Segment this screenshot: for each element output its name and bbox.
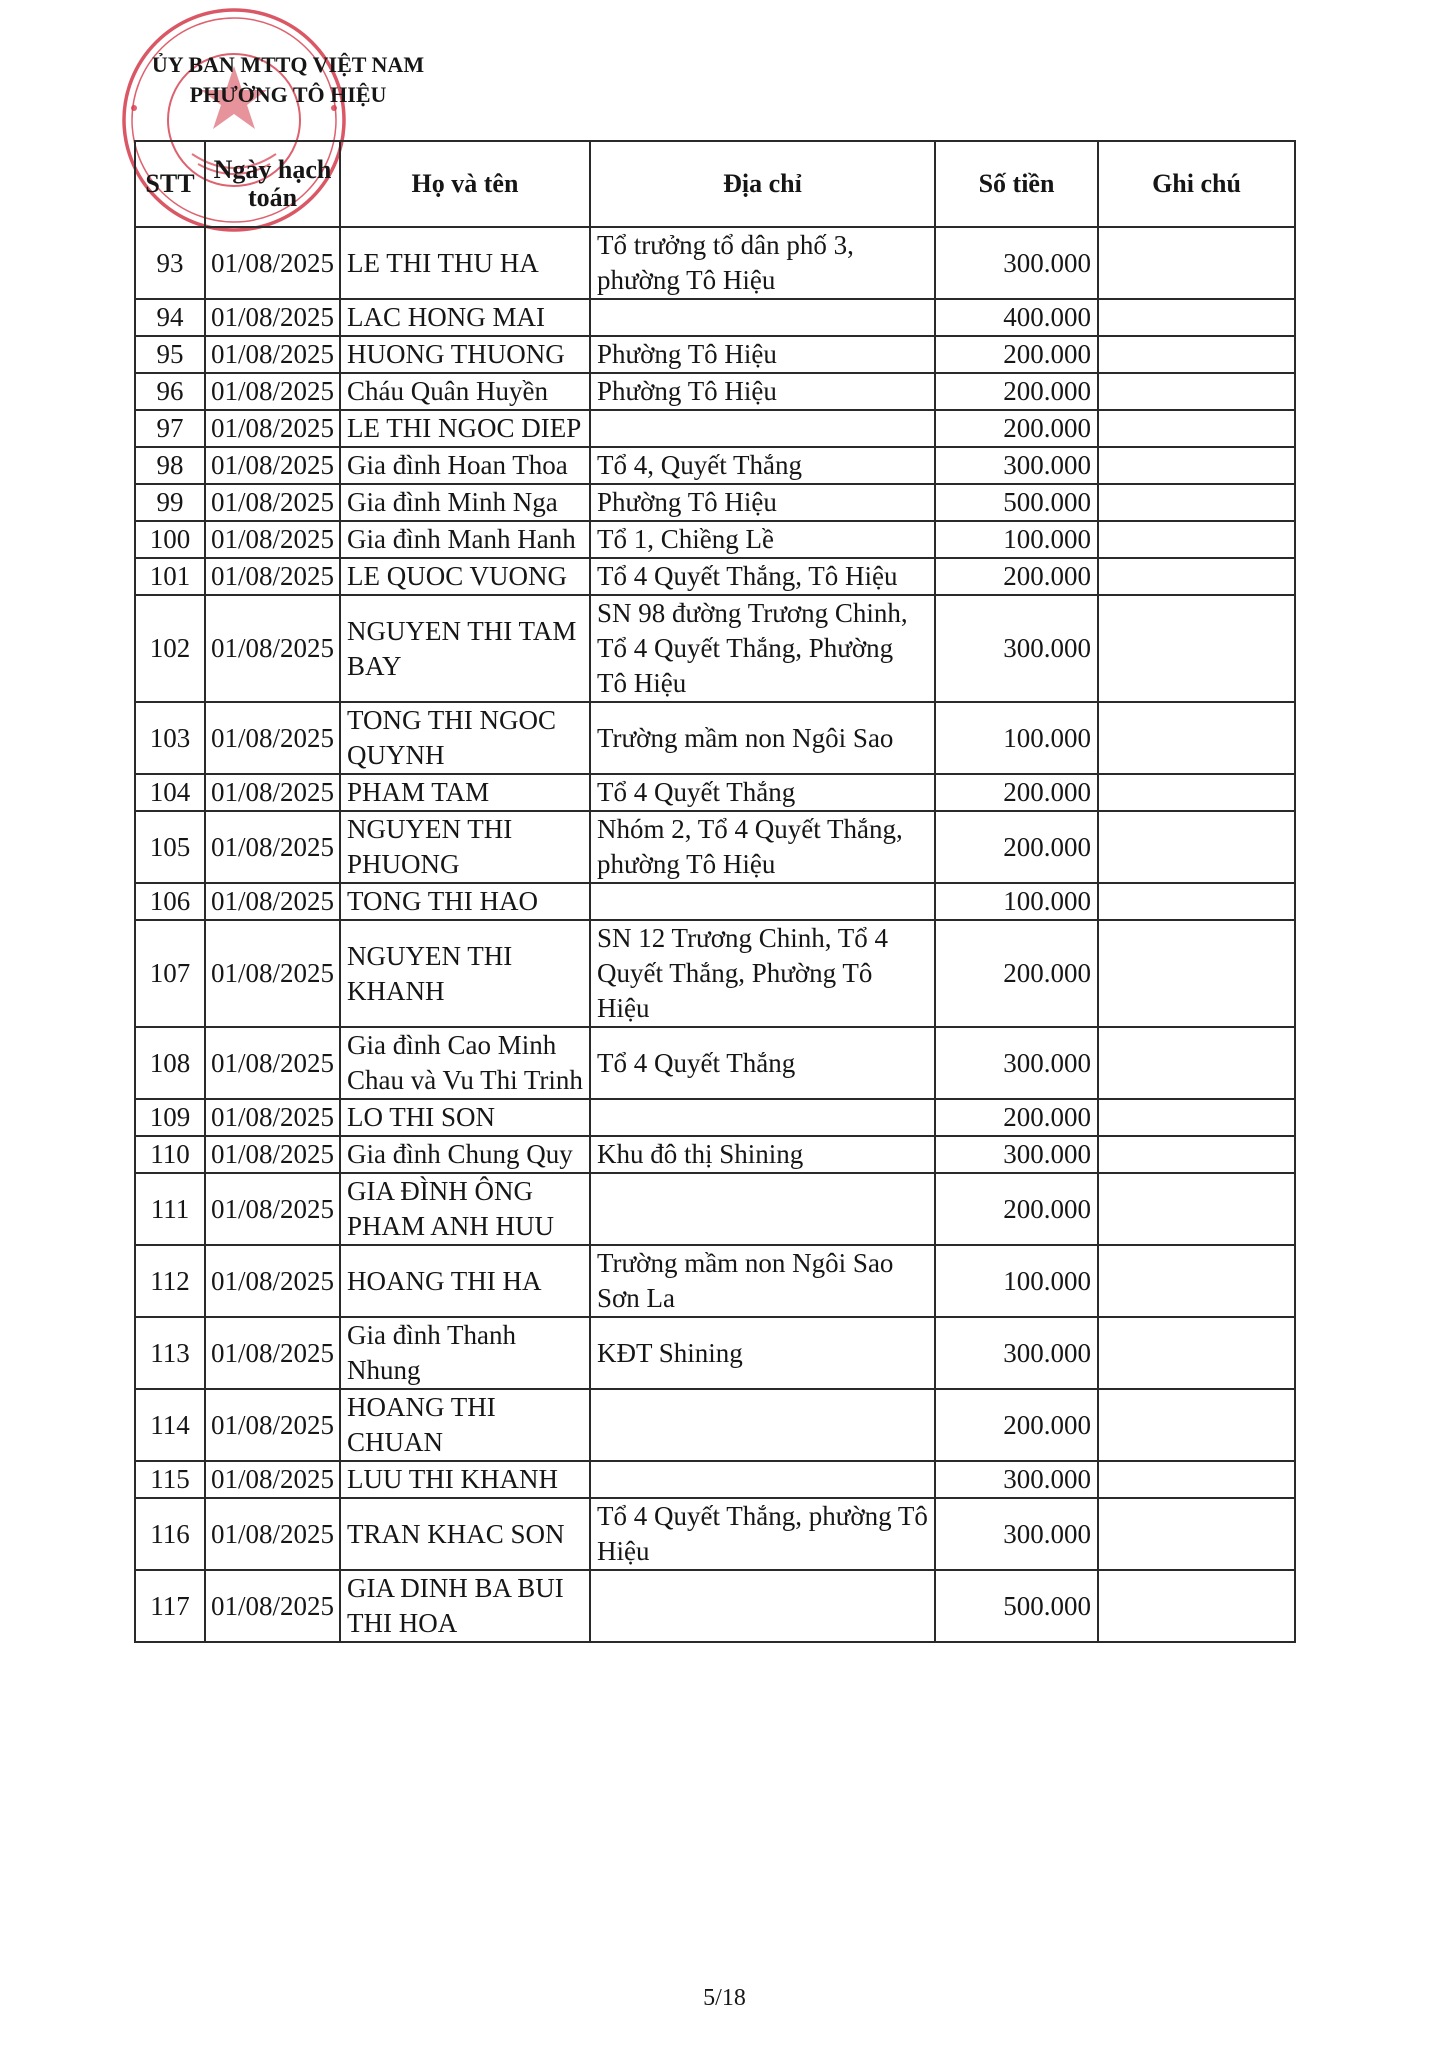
cell-date: 01/08/2025 <box>205 774 340 811</box>
cell-note <box>1098 1570 1295 1642</box>
cell-date: 01/08/2025 <box>205 811 340 883</box>
cell-note <box>1098 1389 1295 1461</box>
cell-name: Gia đình Cao Minh Chau và Vu Thi Trinh <box>340 1027 590 1099</box>
cell-name: Gia đình Hoan Thoa <box>340 447 590 484</box>
cell-note <box>1098 1173 1295 1245</box>
cell-stt: 100 <box>135 521 205 558</box>
cell-stt: 113 <box>135 1317 205 1389</box>
cell-stt: 94 <box>135 299 205 336</box>
cell-stt: 103 <box>135 702 205 774</box>
cell-address: Tổ 1, Chiềng Lề <box>590 521 935 558</box>
cell-amount: 200.000 <box>935 1173 1098 1245</box>
cell-address: Tổ 4 Quyết Thắng, Tô Hiệu <box>590 558 935 595</box>
cell-amount: 100.000 <box>935 883 1098 920</box>
cell-amount: 200.000 <box>935 373 1098 410</box>
cell-stt: 95 <box>135 336 205 373</box>
cell-date: 01/08/2025 <box>205 883 340 920</box>
col-name-header: Họ và tên <box>340 141 590 227</box>
cell-amount: 300.000 <box>935 1027 1098 1099</box>
cell-date: 01/08/2025 <box>205 1570 340 1642</box>
cell-address: Nhóm 2, Tổ 4 Quyết Thắng, phường Tô Hiệu <box>590 811 935 883</box>
col-address-header: Địa chỉ <box>590 141 935 227</box>
table-row <box>135 521 1295 558</box>
cell-amount: 300.000 <box>935 595 1098 702</box>
cell-address: KĐT Shining <box>590 1317 935 1389</box>
cell-address: Tổ 4 Quyết Thắng <box>590 774 935 811</box>
cell-note <box>1098 410 1295 447</box>
table-row <box>135 1570 1295 1642</box>
cell-note <box>1098 521 1295 558</box>
cell-name: HOANG THI CHUAN <box>340 1389 590 1461</box>
table-row <box>135 883 1295 920</box>
cell-stt: 97 <box>135 410 205 447</box>
cell-stt: 105 <box>135 811 205 883</box>
cell-amount: 300.000 <box>935 1136 1098 1173</box>
cell-name: LUU THI KHANH <box>340 1461 590 1498</box>
cell-name: HUONG THUONG <box>340 336 590 373</box>
cell-date: 01/08/2025 <box>205 1027 340 1099</box>
cell-address <box>590 1099 935 1136</box>
cell-name: GIA DINH BA BUI THI HOA <box>340 1570 590 1642</box>
cell-date: 01/08/2025 <box>205 1173 340 1245</box>
cell-address <box>590 1461 935 1498</box>
cell-note <box>1098 447 1295 484</box>
cell-amount: 500.000 <box>935 484 1098 521</box>
cell-stt: 93 <box>135 227 205 299</box>
cell-amount: 200.000 <box>935 1389 1098 1461</box>
cell-stt: 107 <box>135 920 205 1027</box>
cell-amount: 100.000 <box>935 1245 1098 1317</box>
cell-address: Trường mầm non Ngôi Sao Sơn La <box>590 1245 935 1317</box>
cell-address: Tổ 4 Quyết Thắng, phường Tô Hiệu <box>590 1498 935 1570</box>
cell-name: TONG THI HAO <box>340 883 590 920</box>
cell-note <box>1098 1245 1295 1317</box>
cell-date: 01/08/2025 <box>205 410 340 447</box>
cell-name: Gia đình Minh Nga <box>340 484 590 521</box>
cell-amount: 500.000 <box>935 1570 1098 1642</box>
cell-amount: 200.000 <box>935 558 1098 595</box>
cell-note <box>1098 811 1295 883</box>
cell-stt: 104 <box>135 774 205 811</box>
cell-name: LE THI NGOC DIEP <box>340 410 590 447</box>
table-row <box>135 447 1295 484</box>
cell-stt: 114 <box>135 1389 205 1461</box>
cell-date: 01/08/2025 <box>205 1461 340 1498</box>
cell-date: 01/08/2025 <box>205 1245 340 1317</box>
table-row <box>135 811 1295 883</box>
table-row <box>135 774 1295 811</box>
cell-date: 01/08/2025 <box>205 558 340 595</box>
cell-note <box>1098 774 1295 811</box>
table-row <box>135 920 1295 1027</box>
cell-date: 01/08/2025 <box>205 227 340 299</box>
cell-amount: 200.000 <box>935 920 1098 1027</box>
cell-stt: 108 <box>135 1027 205 1099</box>
cell-name: LE QUOC VUONG <box>340 558 590 595</box>
cell-stt: 102 <box>135 595 205 702</box>
cell-stt: 111 <box>135 1173 205 1245</box>
cell-name: LAC HONG MAI <box>340 299 590 336</box>
cell-note <box>1098 883 1295 920</box>
cell-date: 01/08/2025 <box>205 1389 340 1461</box>
cell-address <box>590 410 935 447</box>
cell-amount: 100.000 <box>935 702 1098 774</box>
cell-amount: 200.000 <box>935 774 1098 811</box>
table-row <box>135 1389 1295 1461</box>
cell-stt: 110 <box>135 1136 205 1173</box>
cell-address <box>590 1570 935 1642</box>
cell-address: Trường mầm non Ngôi Sao <box>590 702 935 774</box>
cell-date: 01/08/2025 <box>205 484 340 521</box>
cell-date: 01/08/2025 <box>205 920 340 1027</box>
cell-name: LE THI THU HA <box>340 227 590 299</box>
cell-address: SN 98 đường Trương Chinh, Tổ 4 Quyết Thắng, Phường Tô Hiệu <box>590 595 935 702</box>
table-row <box>135 1173 1295 1245</box>
cell-note <box>1098 1498 1295 1570</box>
cell-note <box>1098 1136 1295 1173</box>
cell-amount: 100.000 <box>935 521 1098 558</box>
table-row <box>135 1136 1295 1173</box>
cell-note <box>1098 595 1295 702</box>
cell-name: GIA ĐÌNH ÔNG PHAM ANH HUU <box>340 1173 590 1245</box>
cell-name: HOANG THI HA <box>340 1245 590 1317</box>
cell-stt: 116 <box>135 1498 205 1570</box>
cell-note <box>1098 336 1295 373</box>
cell-address: Tổ trưởng tổ dân phố 3, phường Tô Hiệu <box>590 227 935 299</box>
cell-stt: 101 <box>135 558 205 595</box>
cell-amount: 300.000 <box>935 1498 1098 1570</box>
cell-address <box>590 1389 935 1461</box>
cell-note <box>1098 1317 1295 1389</box>
cell-name: Gia đình Manh Hanh <box>340 521 590 558</box>
page-number: 5/18 <box>703 1985 746 2011</box>
cell-stt: 96 <box>135 373 205 410</box>
cell-address: Phường Tô Hiệu <box>590 336 935 373</box>
table-row <box>135 595 1295 702</box>
cell-name: PHAM TAM <box>340 774 590 811</box>
cell-name: TONG THI NGOC QUYNH <box>340 702 590 774</box>
cell-address: Khu đô thị Shining <box>590 1136 935 1173</box>
table-row <box>135 1498 1295 1570</box>
cell-date: 01/08/2025 <box>205 702 340 774</box>
cell-date: 01/08/2025 <box>205 521 340 558</box>
cell-note <box>1098 227 1295 299</box>
table-row <box>135 558 1295 595</box>
cell-amount: 300.000 <box>935 1317 1098 1389</box>
cell-date: 01/08/2025 <box>205 1498 340 1570</box>
cell-address <box>590 299 935 336</box>
cell-date: 01/08/2025 <box>205 1317 340 1389</box>
cell-stt: 115 <box>135 1461 205 1498</box>
cell-amount: 300.000 <box>935 447 1098 484</box>
cell-name: Cháu Quân Huyền <box>340 373 590 410</box>
cell-address: Tổ 4 Quyết Thắng <box>590 1027 935 1099</box>
cell-date: 01/08/2025 <box>205 595 340 702</box>
cell-address: Phường Tô Hiệu <box>590 484 935 521</box>
col-note-header: Ghi chú <box>1098 141 1295 227</box>
cell-note <box>1098 920 1295 1027</box>
cell-amount: 200.000 <box>935 811 1098 883</box>
cell-name: LO THI SON <box>340 1099 590 1136</box>
col-stt-header: STT <box>135 141 205 227</box>
cell-amount: 200.000 <box>935 1099 1098 1136</box>
cell-note <box>1098 299 1295 336</box>
cell-name: Gia đình Chung Quy <box>340 1136 590 1173</box>
cell-address <box>590 1173 935 1245</box>
cell-note <box>1098 702 1295 774</box>
cell-note <box>1098 1099 1295 1136</box>
cell-note <box>1098 558 1295 595</box>
cell-name: TRAN KHAC SON <box>340 1498 590 1570</box>
table-row <box>135 227 1295 299</box>
cell-date: 01/08/2025 <box>205 447 340 484</box>
cell-stt: 106 <box>135 883 205 920</box>
cell-address: Phường Tô Hiệu <box>590 373 935 410</box>
cell-name: Gia đình Thanh Nhung <box>340 1317 590 1389</box>
cell-amount: 400.000 <box>935 299 1098 336</box>
table-row <box>135 1027 1295 1099</box>
cell-note <box>1098 1461 1295 1498</box>
table-row <box>135 336 1295 373</box>
cell-address: Tổ 4, Quyết Thắng <box>590 447 935 484</box>
table-header-row <box>135 141 1295 227</box>
cell-stt: 117 <box>135 1570 205 1642</box>
org-name: ỦY BAN MTTQ VIỆT NAM <box>151 52 425 77</box>
cell-note <box>1098 484 1295 521</box>
table-row <box>135 1317 1295 1389</box>
cell-stt: 98 <box>135 447 205 484</box>
table-body <box>135 227 1295 1642</box>
ward-name: PHƯỜNG TÔ HIỆU <box>189 82 387 107</box>
cell-amount: 200.000 <box>935 410 1098 447</box>
cell-amount: 300.000 <box>935 1461 1098 1498</box>
cell-name: NGUYEN THI TAM BAY <box>340 595 590 702</box>
cell-name: NGUYEN THI KHANH <box>340 920 590 1027</box>
table-row <box>135 484 1295 521</box>
cell-date: 01/08/2025 <box>205 1136 340 1173</box>
table-row <box>135 373 1295 410</box>
cell-date: 01/08/2025 <box>205 373 340 410</box>
table-row <box>135 1461 1295 1498</box>
table-row <box>135 702 1295 774</box>
table-row <box>135 1245 1295 1317</box>
cell-stt: 109 <box>135 1099 205 1136</box>
table-row <box>135 1099 1295 1136</box>
cell-amount: 300.000 <box>935 227 1098 299</box>
cell-date: 01/08/2025 <box>205 336 340 373</box>
cell-stt: 99 <box>135 484 205 521</box>
cell-amount: 200.000 <box>935 336 1098 373</box>
cell-address <box>590 883 935 920</box>
donation-table <box>134 140 1296 1643</box>
cell-address: SN 12 Trương Chinh, Tổ 4 Quyết Thắng, Phường Tô Hiệu <box>590 920 935 1027</box>
cell-name: NGUYEN THI PHUONG <box>340 811 590 883</box>
cell-note <box>1098 373 1295 410</box>
col-date-header: Ngày hạch toán <box>205 141 340 227</box>
table-row <box>135 299 1295 336</box>
cell-stt: 112 <box>135 1245 205 1317</box>
cell-note <box>1098 1027 1295 1099</box>
cell-date: 01/08/2025 <box>205 1099 340 1136</box>
col-amount-header: Số tiền <box>935 141 1098 227</box>
cell-date: 01/08/2025 <box>205 299 340 336</box>
table-row <box>135 410 1295 447</box>
